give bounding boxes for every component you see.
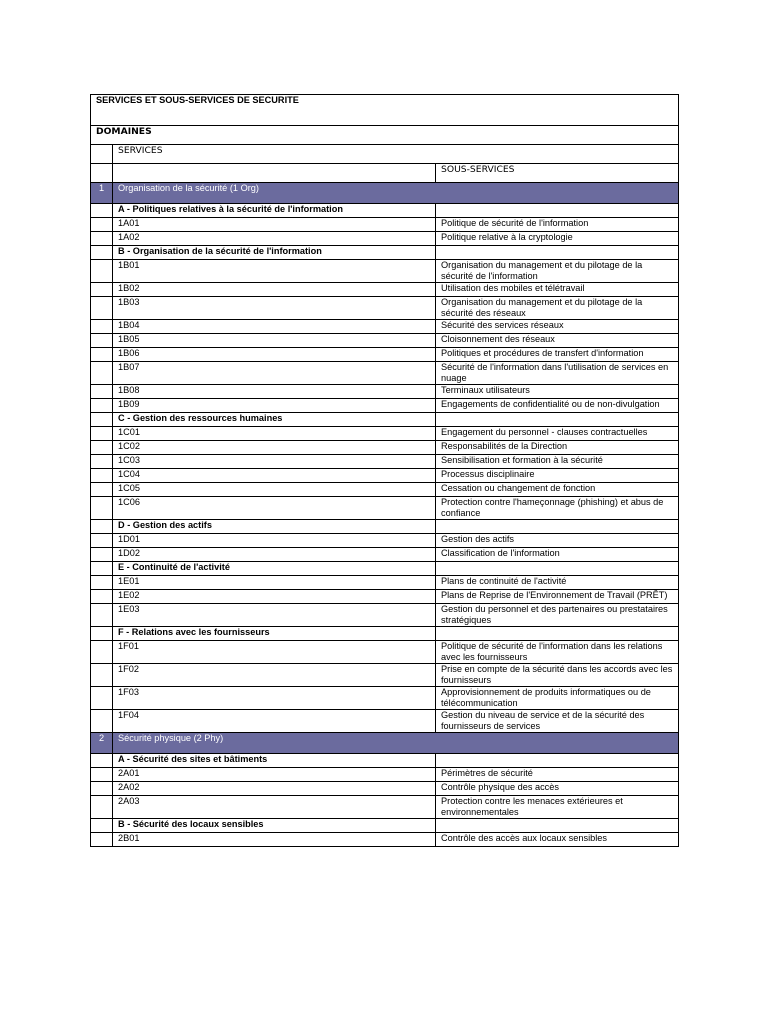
blank-cell [91, 145, 113, 164]
table-row [91, 796, 679, 819]
blank-cell [91, 796, 113, 819]
sous-service-label: Protection contre les menaces extérieures et environnementales [436, 796, 679, 819]
section-label: F - Relations avec les fournisseurs [113, 627, 436, 641]
domain-name: Organisation de la sécurité (1 Org) [113, 183, 679, 204]
section-row [91, 754, 679, 768]
sous-service-label: Contrôle des accès aux locaux sensibles [436, 833, 679, 847]
page-title: SERVICES ET SOUS-SERVICES DE SECURITE [91, 95, 679, 126]
section-row [91, 204, 679, 218]
service-code: 1C04 [113, 469, 436, 483]
service-code: 1B09 [113, 399, 436, 413]
sous-service-label: Approvisionnement de produits informatiques ou de télécommunication [436, 687, 679, 710]
blank-cell [91, 218, 113, 232]
table-row [91, 534, 679, 548]
blank-cell [436, 754, 679, 768]
table-row [91, 782, 679, 796]
blank-cell [91, 246, 113, 260]
blank-cell [91, 413, 113, 427]
table-row [91, 455, 679, 469]
service-code: 1B01 [113, 260, 436, 283]
blank-cell [91, 641, 113, 664]
blank-cell [91, 768, 113, 782]
service-code: 1B02 [113, 283, 436, 297]
service-code: 1B08 [113, 385, 436, 399]
blank-cell [91, 469, 113, 483]
blank-cell [113, 164, 436, 183]
blank-cell [91, 385, 113, 399]
blank-cell [91, 483, 113, 497]
service-code: 2A01 [113, 768, 436, 782]
domain-row [91, 183, 679, 204]
service-code: 1E02 [113, 590, 436, 604]
table-row [91, 590, 679, 604]
table-row [91, 334, 679, 348]
blank-cell [91, 576, 113, 590]
services-table [90, 94, 679, 847]
domain-number: 1 [91, 183, 113, 204]
table-row [91, 497, 679, 520]
section-row [91, 413, 679, 427]
table-row [91, 260, 679, 283]
sous-service-label: Périmètres de sécurité [436, 768, 679, 782]
service-code: 1C03 [113, 455, 436, 469]
blank-cell [91, 604, 113, 627]
blank-cell [91, 204, 113, 218]
header-sous-services-row [91, 164, 679, 183]
header-services: SERVICES [113, 145, 679, 164]
service-code: 1C06 [113, 497, 436, 520]
blank-cell [91, 497, 113, 520]
blank-cell [436, 627, 679, 641]
blank-cell [91, 548, 113, 562]
sous-service-label: Politique relative à la cryptologie [436, 232, 679, 246]
sous-service-label: Gestion du niveau de service et de la sécurité des fournisseurs de services [436, 710, 679, 733]
sous-service-label: Politiques et procédures de transfert d'information [436, 348, 679, 362]
service-code: 1B07 [113, 362, 436, 385]
sous-service-label: Sécurité de l'information dans l'utilisation de services en nuage [436, 362, 679, 385]
service-code: 1B04 [113, 320, 436, 334]
sous-service-label: Politique de sécurité de l'information [436, 218, 679, 232]
table-row [91, 469, 679, 483]
service-code: 1E03 [113, 604, 436, 627]
sous-service-label: Utilisation des mobiles et télétravail [436, 283, 679, 297]
sous-service-label: Classification de l'information [436, 548, 679, 562]
blank-cell [436, 246, 679, 260]
table-row [91, 664, 679, 687]
table-row [91, 320, 679, 334]
service-code: 2A02 [113, 782, 436, 796]
section-row [91, 562, 679, 576]
section-row [91, 520, 679, 534]
blank-cell [436, 819, 679, 833]
sous-service-label: Engagements de confidentialité ou de non-divulgation [436, 399, 679, 413]
table-row [91, 348, 679, 362]
sous-service-label: Contrôle physique des accès [436, 782, 679, 796]
sous-service-label: Cloisonnement des réseaux [436, 334, 679, 348]
blank-cell [436, 562, 679, 576]
sous-service-label: Terminaux utilisateurs [436, 385, 679, 399]
domain-name: Sécurité physique (2 Phy) [113, 733, 679, 754]
table-row [91, 232, 679, 246]
service-code: 1F01 [113, 641, 436, 664]
sous-service-label: Gestion des actifs [436, 534, 679, 548]
blank-cell [91, 833, 113, 847]
blank-cell [91, 441, 113, 455]
sous-service-label: Organisation du management et du pilotage de la sécurité de l'information [436, 260, 679, 283]
title-row [91, 95, 679, 126]
table-row [91, 218, 679, 232]
service-code: 2B01 [113, 833, 436, 847]
blank-cell [91, 164, 113, 183]
blank-cell [91, 819, 113, 833]
section-row [91, 819, 679, 833]
table-body [91, 95, 679, 847]
table-row [91, 768, 679, 782]
service-code: 1A01 [113, 218, 436, 232]
table-row [91, 399, 679, 413]
table-row [91, 576, 679, 590]
service-code: 1B05 [113, 334, 436, 348]
blank-cell [91, 520, 113, 534]
sous-service-label: Plans de Reprise de l'Environnement de Travail (PRÊT) [436, 590, 679, 604]
section-label: A - Sécurité des sites et bâtiments [113, 754, 436, 768]
section-label: E - Continuité de l'activité [113, 562, 436, 576]
service-code: 1F02 [113, 664, 436, 687]
sous-service-label: Politique de sécurité de l'information dans les relations avec les fournisseurs [436, 641, 679, 664]
table-row [91, 641, 679, 664]
blank-cell [91, 627, 113, 641]
blank-cell [91, 320, 113, 334]
header-domaines-row [91, 126, 679, 145]
header-sous-services: SOUS-SERVICES [436, 164, 679, 183]
section-label: A - Politiques relatives à la sécurité de l'information [113, 204, 436, 218]
domain-number: 2 [91, 733, 113, 754]
service-code: 1D02 [113, 548, 436, 562]
table-row [91, 441, 679, 455]
table-row [91, 687, 679, 710]
service-code: 1D01 [113, 534, 436, 548]
blank-cell [91, 260, 113, 283]
blank-cell [91, 754, 113, 768]
table-row [91, 604, 679, 627]
service-code: 1B06 [113, 348, 436, 362]
blank-cell [91, 283, 113, 297]
sous-service-label: Prise en compte de la sécurité dans les accords avec les fournisseurs [436, 664, 679, 687]
table-row [91, 833, 679, 847]
sous-service-label: Protection contre l'hameçonnage (phishing) et abus de confiance [436, 497, 679, 520]
sous-service-label: Responsabilités de la Direction [436, 441, 679, 455]
sous-service-label: Processus disciplinaire [436, 469, 679, 483]
table-row [91, 297, 679, 320]
table-row [91, 483, 679, 497]
blank-cell [91, 562, 113, 576]
blank-cell [91, 455, 113, 469]
header-domaines: DOMAINES [91, 126, 679, 145]
table-row [91, 362, 679, 385]
blank-cell [91, 534, 113, 548]
section-row [91, 246, 679, 260]
section-label: C - Gestion des ressources humaines [113, 413, 436, 427]
service-code: 1F03 [113, 687, 436, 710]
table-row [91, 710, 679, 733]
sous-service-label: Sensibilisation et formation à la sécurité [436, 455, 679, 469]
table-row [91, 427, 679, 441]
domain-row [91, 733, 679, 754]
blank-cell [91, 232, 113, 246]
blank-cell [91, 427, 113, 441]
table-row [91, 385, 679, 399]
service-code: 1C02 [113, 441, 436, 455]
table-row [91, 548, 679, 562]
blank-cell [436, 520, 679, 534]
blank-cell [91, 590, 113, 604]
section-label: D - Gestion des actifs [113, 520, 436, 534]
section-label: B - Sécurité des locaux sensibles [113, 819, 436, 833]
blank-cell [91, 782, 113, 796]
sous-service-label: Plans de continuité de l'activité [436, 576, 679, 590]
blank-cell [436, 413, 679, 427]
table-row [91, 283, 679, 297]
blank-cell [91, 687, 113, 710]
sous-service-label: Sécurité des services réseaux [436, 320, 679, 334]
service-code: 1F04 [113, 710, 436, 733]
blank-cell [91, 399, 113, 413]
service-code: 2A03 [113, 796, 436, 819]
blank-cell [91, 334, 113, 348]
blank-cell [91, 348, 113, 362]
blank-cell [91, 664, 113, 687]
blank-cell [91, 297, 113, 320]
header-services-row [91, 145, 679, 164]
service-code: 1A02 [113, 232, 436, 246]
blank-cell [91, 362, 113, 385]
sous-service-label: Gestion du personnel et des partenaires ou prestataires stratégiques [436, 604, 679, 627]
service-code: 1E01 [113, 576, 436, 590]
blank-cell [436, 204, 679, 218]
sous-service-label: Organisation du management et du pilotage de la sécurité des réseaux [436, 297, 679, 320]
sous-service-label: Engagement du personnel - clauses contractuelles [436, 427, 679, 441]
section-label: B - Organisation de la sécurité de l'information [113, 246, 436, 260]
service-code: 1B03 [113, 297, 436, 320]
section-row [91, 627, 679, 641]
blank-cell [91, 710, 113, 733]
sous-service-label: Cessation ou changement de fonction [436, 483, 679, 497]
service-code: 1C01 [113, 427, 436, 441]
service-code: 1C05 [113, 483, 436, 497]
